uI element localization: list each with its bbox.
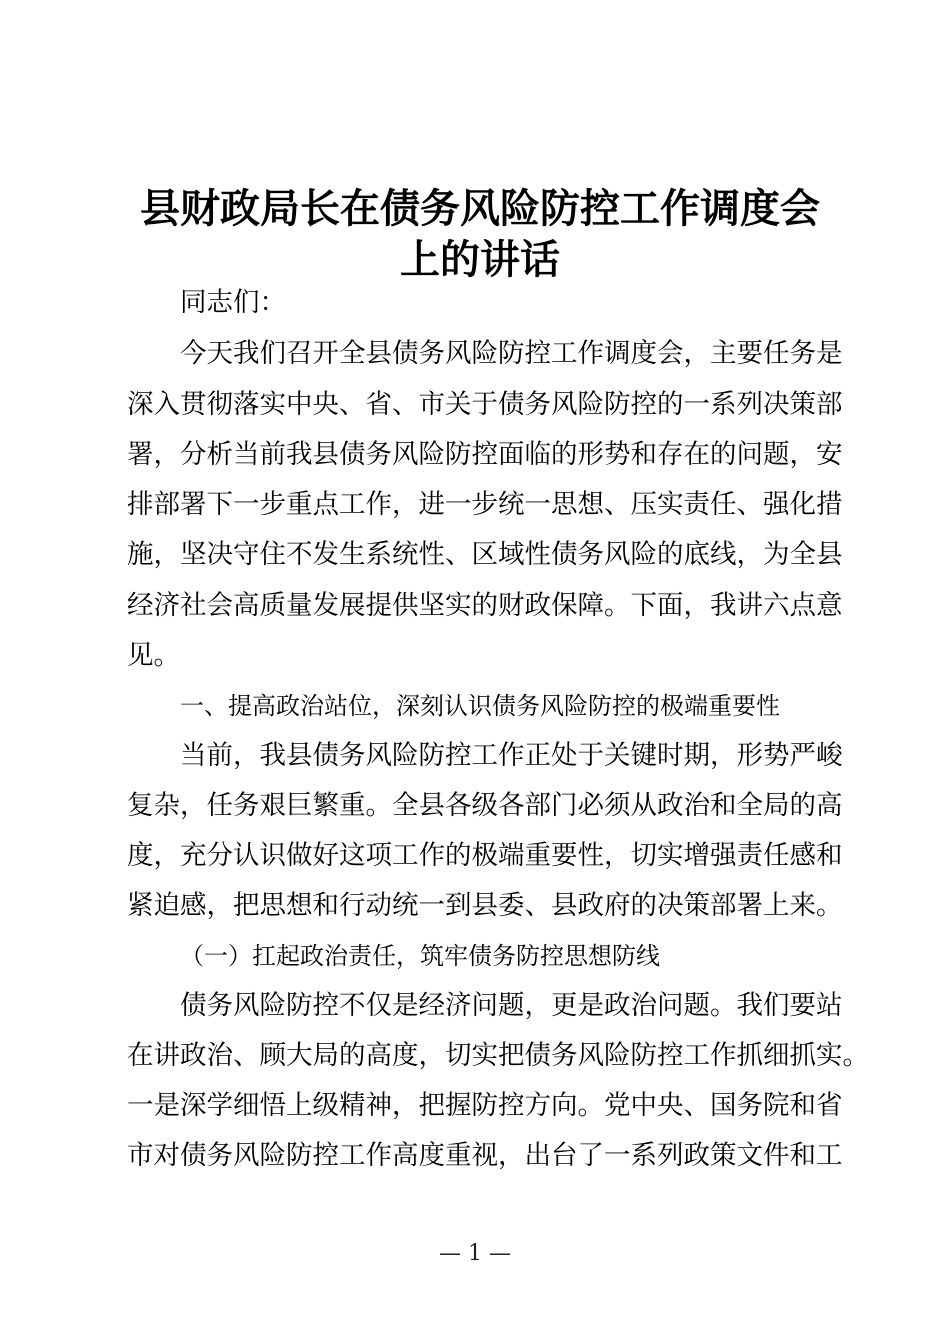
body-line: 见。	[127, 640, 180, 671]
body-line: 在讲政治、顾大局的高度，切实把债务风险防控工作抓细抓实。	[127, 1040, 869, 1071]
body-line: 经济社会高质量发展提供坚实的财政保障。下面，我讲六点意	[127, 590, 843, 621]
body-line: 施，坚决守住不发生系统性、区域性债务风险的底线，为全县	[127, 539, 843, 570]
body-line: 复杂，任务艰巨繁重。全县各级各部门必须从政治和全局的高	[127, 790, 843, 821]
body-line: 一是深学细悟上级精神，把握防控方向。党中央、国务院和省	[127, 1090, 843, 1121]
body-line: 深入贯彻落实中央、省、市关于债务风险防控的一系列决策部	[127, 389, 843, 420]
section-heading: 一、提高政治站位，深刻认识债务风险防控的极端重要性	[180, 692, 780, 720]
page-number: — 1 —	[439, 1241, 511, 1266]
document-title-line-2: 上的讲话	[400, 237, 560, 283]
body-line: 排部署下一步重点工作，进一步统一思想、压实责任、强化措	[127, 489, 843, 520]
body-line: 市对债务风险防控工作高度重视，出台了一系列政策文件和工	[127, 1140, 843, 1171]
body-line: 紧迫感，把思想和行动统一到县委、县政府的决策部署上来。	[127, 890, 843, 921]
body-line: 今天我们召开全县债务风险防控工作调度会，主要任务是	[180, 338, 843, 369]
body-line: 署，分析当前我县债务风险防控面临的形势和存在的问题，安	[127, 439, 843, 470]
document-title-line-1: 县财政局长在债务风险防控工作调度会	[140, 186, 820, 232]
salutation: 同志们：	[180, 287, 286, 318]
body-line: 当前，我县债务风险防控工作正处于关键时期，形势严峻	[180, 740, 843, 771]
body-line: 债务风险防控不仅是经济问题，更是政治问题。我们要站	[180, 990, 843, 1021]
body-line: 度，充分认识做好这项工作的极端重要性，切实增强责任感和	[127, 840, 843, 871]
subsection-heading: （一）扛起政治责任，筑牢债务防控思想防线	[180, 942, 660, 970]
